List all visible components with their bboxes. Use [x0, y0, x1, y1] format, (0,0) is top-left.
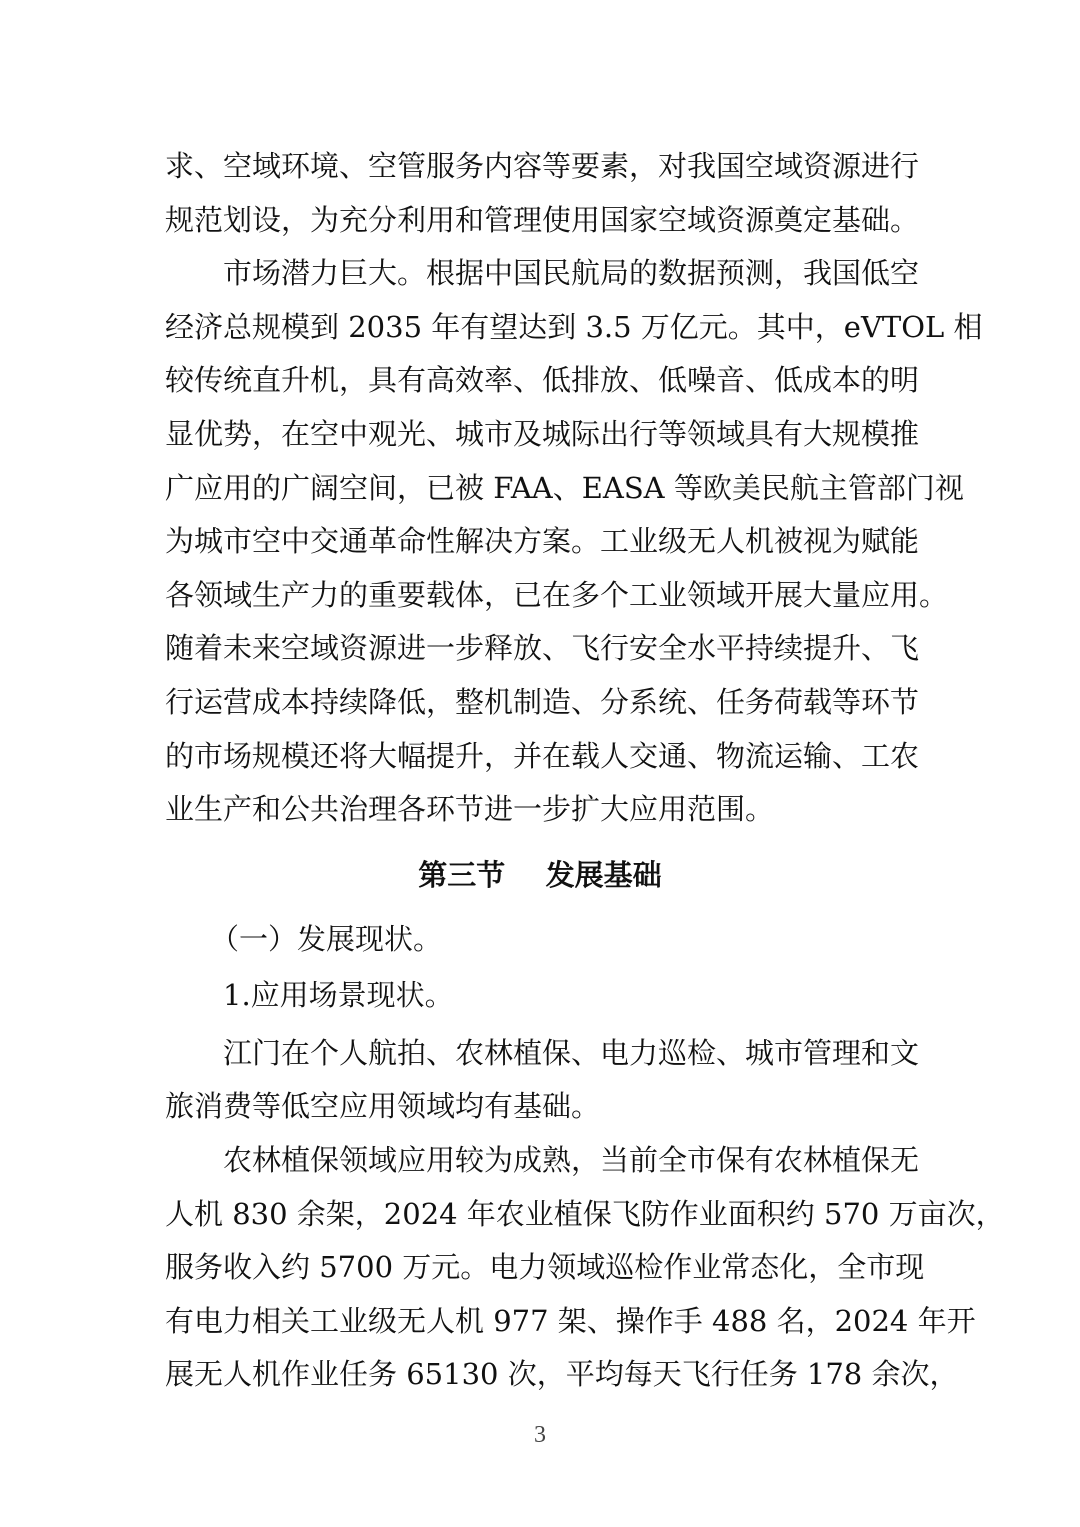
text-line: 服务收入约 5700 万元。电力领域巡检作业常态化，全市现	[165, 1250, 925, 1285]
document-body	[165, 140, 1005, 1402]
text-line: 经济总规模到 2035 年有望达到 3.5 万亿元。其中，eVTOL 相	[165, 309, 983, 344]
paragraph	[165, 247, 983, 837]
paragraph	[165, 1134, 1005, 1402]
text-line: 旅消费等低空应用领域均有基础。	[165, 1089, 601, 1124]
text-line: 农林植保领域应用较为成熟，当前全市保有农林植保无	[223, 1142, 920, 1177]
text-line: 随着未来空域资源进一步释放、飞行安全水平持续提升、飞	[165, 631, 920, 666]
text-line: 广应用的广阔空间，已被 FAA、EASA 等欧美民航主管部门视	[165, 470, 964, 505]
text-line: 各领域生产力的重要载体，已在多个工业领域开展大量应用。	[165, 577, 949, 612]
text-line: 行运营成本持续降低，整机制造、分系统、任务荷载等环节	[165, 684, 920, 719]
paragraph	[165, 1027, 920, 1134]
text-line: 市场潜力巨大。根据中国民航局的数据预测，我国低空	[223, 256, 920, 291]
text-line: 江门在个人航拍、农林植保、电力巡检、城市管理和文	[223, 1035, 920, 1070]
text-line: 有电力相关工业级无人机 977 架、操作手 488 名，2024 年开	[165, 1303, 976, 1338]
text-line: 求、空域环境、空管服务内容等要素，对我国空域资源进行	[165, 149, 920, 183]
text-line: 规范划设，为充分利用和管理使用国家空域资源奠定基础。	[165, 202, 920, 237]
subheading: （一）发展现状。	[210, 921, 443, 956]
subheading: 1.应用场景现状。	[223, 977, 454, 1012]
text-line: 业生产和公共治理各环节进一步扩大应用范围。	[165, 792, 775, 827]
text-line: 展无人机作业任务 65130 次，平均每天飞行任务 178 余次，	[165, 1357, 959, 1392]
paragraph	[165, 140, 920, 247]
text-line: 为城市空中交通革命性解决方案。工业级无人机被视为赋能	[165, 524, 920, 559]
page-number: 3	[534, 1422, 546, 1448]
text-line: 较传统直升机，具有高效率、低排放、低噪音、低成本的明	[165, 363, 920, 398]
text-line: 的市场规模还将大幅提升，并在载人交通、物流运输、工农	[165, 738, 920, 773]
section-heading: 第三节 发展基础	[418, 857, 662, 892]
text-line: 人机 830 余架，2024 年农业植保飞防作业面积约 570 万亩次，	[165, 1196, 1005, 1231]
text-line: 显优势，在空中观光、城市及城际出行等领域具有大规模推	[165, 416, 920, 451]
